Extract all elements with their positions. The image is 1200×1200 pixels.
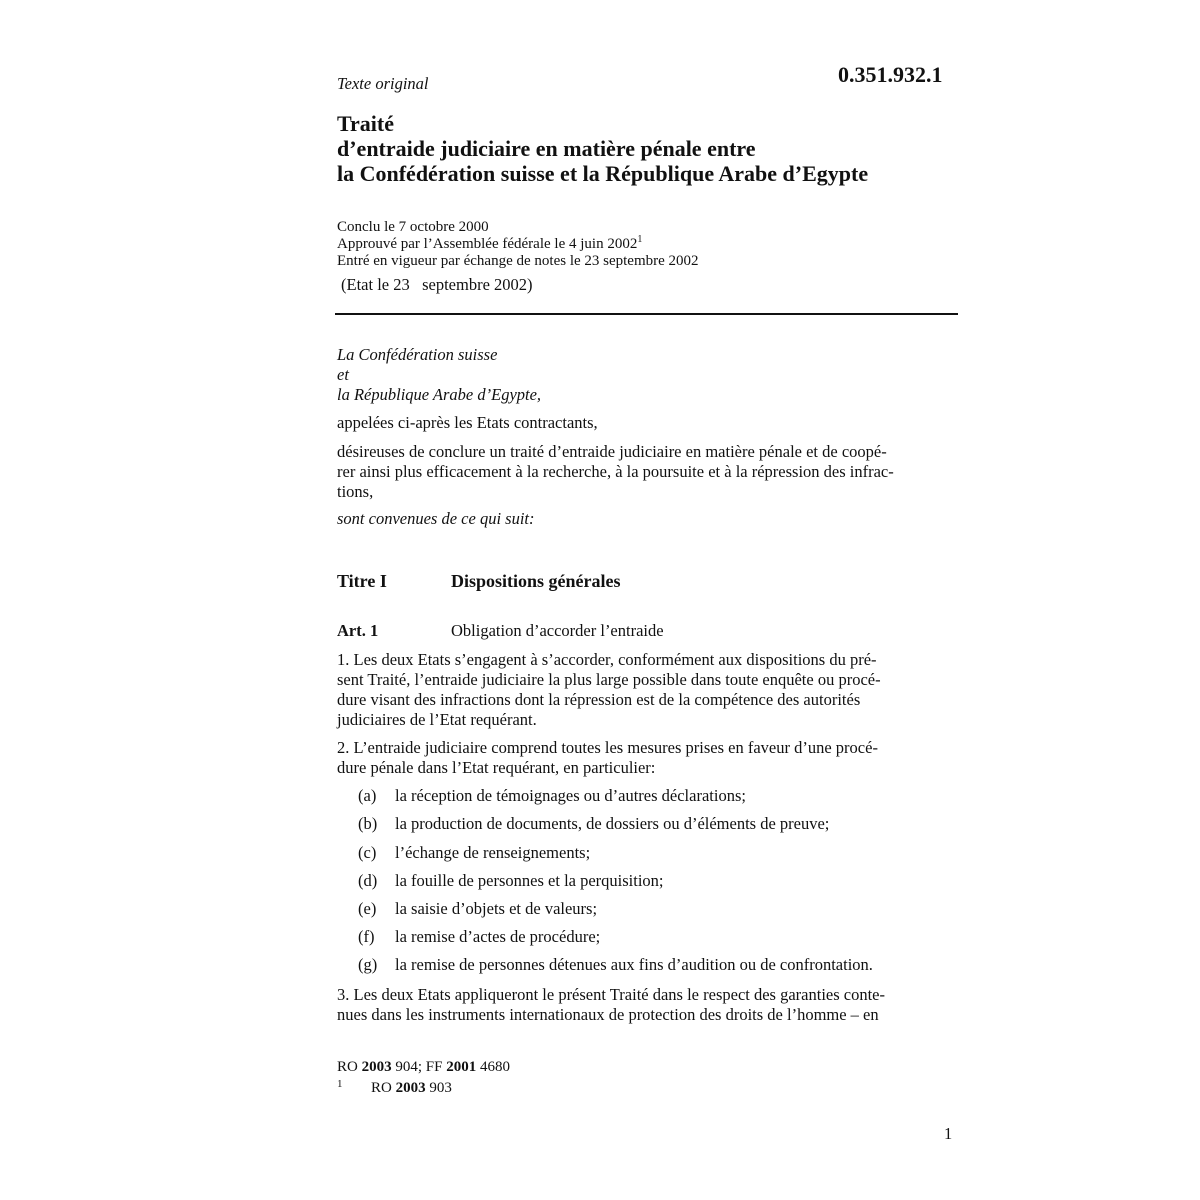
- list-item-text: l’échange de renseignements;: [395, 843, 591, 862]
- preamble-p2-line: désireuses de conclure un traité d’entraide judiciaire en matière pénale et de coopé-: [337, 442, 887, 461]
- article-paragraph-1: [337, 650, 955, 730]
- document-title: [337, 111, 868, 186]
- list-item-label: (b): [358, 814, 378, 833]
- paragraph-line: 3. Les deux Etats appliqueront le présent Traité dans le respect des garanties conte-: [337, 985, 885, 1004]
- approved-text: Approuvé par l’Assemblée fédérale le 4 juin 2002: [337, 236, 638, 252]
- party-and: et: [337, 365, 349, 384]
- list-item-text: la saisie d’objets et de valeurs;: [395, 899, 598, 918]
- concluded-date: Conclu le 7 octobre 2000: [337, 219, 489, 235]
- page-number: 1: [944, 1124, 953, 1143]
- list-item-text: la production de documents, de dossiers ou d’éléments de preuve;: [395, 814, 830, 833]
- list-item: [358, 899, 597, 919]
- list-item: [358, 814, 829, 834]
- paragraph-line: 2. L’entraide judiciaire comprend toutes les mesures prises en faveur d’une procé-: [337, 738, 878, 757]
- title-line-2: d’entraide judiciaire en matière pénale entre: [337, 136, 756, 161]
- party-2: la République Arabe d’Egypte,: [337, 385, 542, 404]
- sr-number: 0.351.932.1: [838, 62, 943, 87]
- list-item: [358, 955, 873, 975]
- status-date: (Etat le 23 septembre 2002): [341, 275, 533, 294]
- preamble-paragraph-1: appelées ci-après les Etats contractants,: [337, 413, 598, 432]
- preamble-p2-line: tions,: [337, 482, 374, 501]
- list-item-label: (e): [358, 899, 377, 918]
- preamble-paragraph-2: [337, 442, 955, 502]
- list-item: [358, 786, 746, 806]
- list-item-label: (f): [358, 927, 375, 946]
- preamble-p2-line: rer ainsi plus efficacement à la recherche, à la poursuite et à la répression des infrac-: [337, 462, 894, 481]
- list-item-text: la remise de personnes détenues aux fins d’audition ou de confrontation.: [395, 955, 873, 974]
- paragraph-line: nues dans les instruments internationaux de protection des droits de l’homme – en: [337, 1005, 879, 1024]
- fn-ro-page: 903: [425, 1080, 452, 1096]
- ff-year: 2001: [446, 1059, 477, 1075]
- titre-heading: Dispositions générales: [451, 571, 621, 591]
- list-item: [358, 843, 590, 863]
- approved-date: [337, 236, 699, 253]
- title-line-1: Traité: [337, 111, 395, 136]
- titre-number: Titre I: [337, 571, 387, 591]
- footnote-ref-1: 1: [637, 234, 643, 245]
- party-1: La Confédération suisse: [337, 345, 498, 364]
- ff-page: 4680: [476, 1059, 510, 1075]
- paragraph-line: dure visant des infractions dont la répression est de la compétence des autorités: [337, 690, 861, 709]
- list-item-label: (g): [358, 955, 378, 974]
- article-paragraph-2: [337, 738, 955, 778]
- paragraph-line: judiciaires de l’Etat requérant.: [337, 710, 537, 729]
- footnote-number: 1: [337, 1078, 343, 1090]
- list-item-text: la fouille de personnes et la perquisition;: [395, 871, 664, 890]
- header-divider: [335, 313, 958, 315]
- article-number: Art. 1: [337, 621, 379, 640]
- in-force-date: Entré en vigueur par échange de notes le 23 septembre 2002: [337, 253, 699, 269]
- ro-year: 2003: [361, 1059, 392, 1075]
- list-item: [358, 927, 600, 947]
- article-heading: Obligation d’accorder l’entraide: [451, 621, 664, 640]
- preamble-parties: [337, 345, 541, 405]
- article-paragraph-3: [337, 985, 955, 1025]
- list-item-text: la réception de témoignages ou d’autres déclarations;: [395, 786, 746, 805]
- fn-ro-year: 2003: [395, 1080, 426, 1096]
- dates-block: [337, 219, 699, 270]
- ro-label: RO: [337, 1059, 362, 1075]
- footnote-1: [371, 1080, 452, 1097]
- list-item-label: (a): [358, 786, 377, 805]
- list-item-label: (c): [358, 843, 377, 862]
- list-item: [358, 871, 664, 891]
- paragraph-line: dure pénale dans l’Etat requérant, en particulier:: [337, 758, 656, 777]
- list-item-text: la remise d’actes de procédure;: [395, 927, 601, 946]
- paragraph-line: 1. Les deux Etats s’engagent à s’accorder, conformément aux dispositions du pré-: [337, 650, 877, 669]
- agreed-statement: sont convenues de ce qui suit:: [337, 509, 535, 528]
- ro-page: 904; FF: [391, 1059, 447, 1075]
- paragraph-line: sent Traité, l’entraide judiciaire la plus large possible dans toute enquête ou procé-: [337, 670, 881, 689]
- fn-ro-label: RO: [371, 1080, 396, 1096]
- title-line-3: la Confédération suisse et la République Arabe d’Egypte: [337, 161, 869, 186]
- source-reference: [337, 1059, 510, 1076]
- original-text-label: Texte original: [337, 74, 429, 93]
- list-item-label: (d): [358, 871, 378, 890]
